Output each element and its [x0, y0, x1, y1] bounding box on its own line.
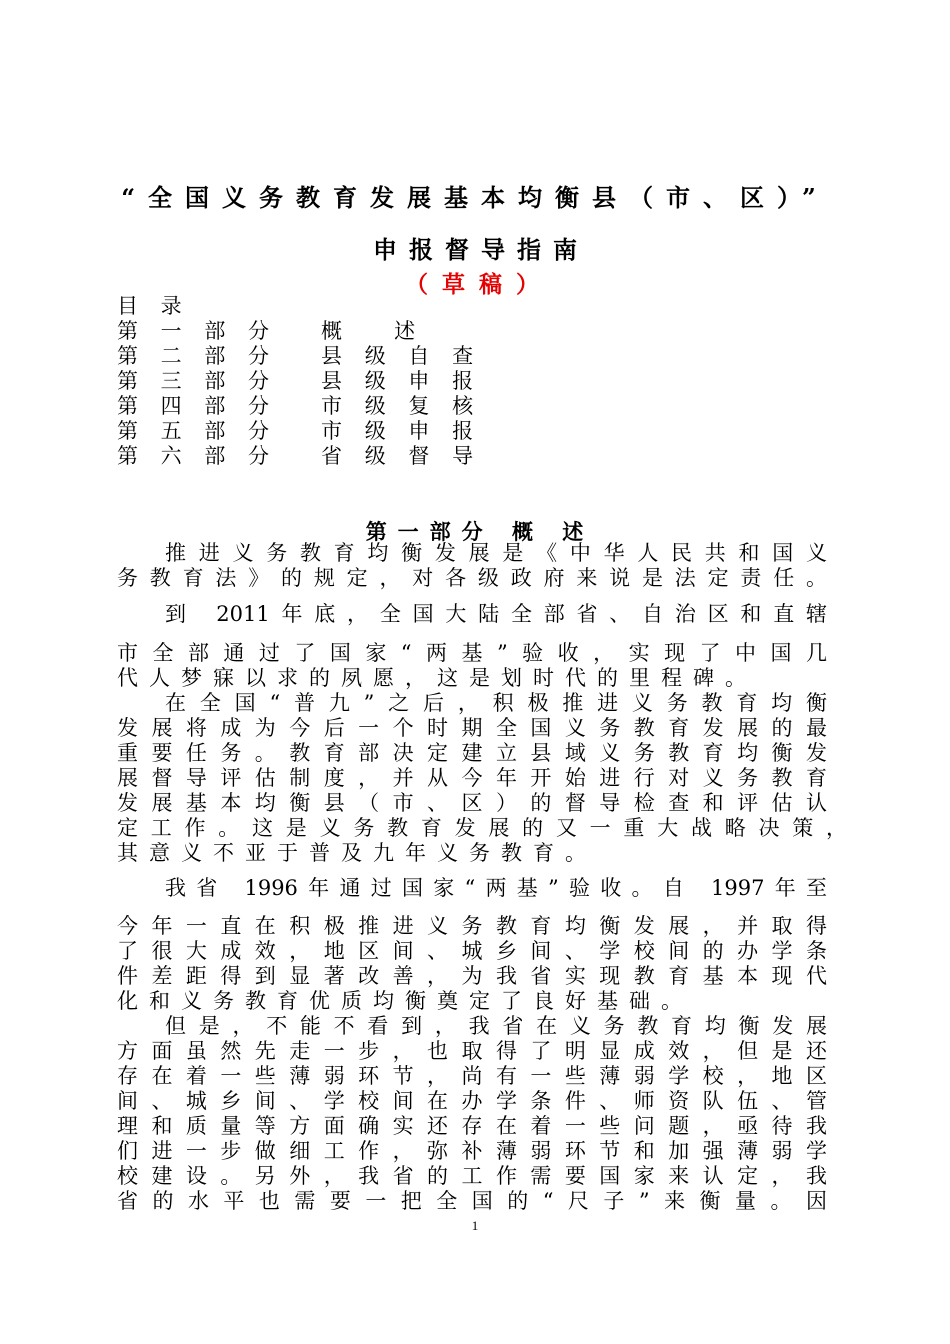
body-line: 校建设。另外，我省的工作需要国家来认定，我: [117, 1164, 827, 1188]
section-title: 第一部分 概 述: [365, 519, 595, 544]
page-number: 1: [471, 1218, 479, 1233]
toc-item: 第 六 部 分 省 级 督 导: [117, 444, 482, 468]
body-line: 省的水平也需要一把全国的“尺子”来衡量。因: [117, 1189, 827, 1213]
body-line: 件差距得到显著改善，为我省实现教育基本现代: [117, 964, 827, 988]
body-line: 但是，不能不看到，我省在义务教育均衡发展: [165, 1014, 827, 1038]
body-line: 展督导评估制度，并从今年开始进行对义务教育: [117, 766, 827, 790]
toc-item: 第 二 部 分 县 级 自 查: [117, 344, 482, 368]
body-line: 今年一直在积极推进义务教育均衡发展，并取得: [117, 914, 827, 938]
body-line: 化和义务教育优质均衡奠定了良好基础。: [117, 989, 693, 1013]
toc-item: 第 四 部 分 市 级 复 核: [117, 394, 482, 418]
body-line: 我省 1996年通过国家“两基”验收。自 1997年至: [165, 876, 827, 900]
body-line: 们进一步做细工作，弥补薄弱环节和加强薄弱学: [117, 1139, 827, 1163]
body-line: 了很大成效，地区间、城乡间、学校间的办学条: [117, 939, 827, 963]
body-line: 方面虽然先走一步，也取得了明显成效，但是还: [117, 1039, 827, 1063]
body-line: 理和质量等方面确实还存在着一些问题，亟待我: [117, 1114, 827, 1138]
body-line: 间、城乡间、学校间在办学条件、师资队伍、管: [117, 1089, 827, 1113]
body-line: 在全国“普九”之后，积极推进义务教育均衡: [165, 691, 827, 715]
toc-item: 第 三 部 分 县 级 申 报: [117, 369, 482, 393]
toc-item: 第 五 部 分 市 级 申 报: [117, 419, 482, 443]
toc-item: 第 一 部 分 概 述: [117, 319, 424, 343]
body-line: 到 2011年底，全国大陆全部省、自治区和直辖: [165, 602, 827, 626]
body-line: 代人梦寐以求的夙愿，这是划时代的里程碑。: [117, 666, 757, 690]
body-line: 发展将成为今后一个时期全国义务教育发展的最: [117, 716, 827, 740]
body-line: 存在着一些薄弱环节，尚有一些薄弱学校，地区: [117, 1064, 827, 1088]
body-line: 发展基本均衡县（市、区）的督导检查和评估认: [117, 791, 827, 815]
table-of-contents: [117, 294, 481, 469]
body-line: 重要任务。教育部决定建立县域义务教育均衡发: [117, 741, 827, 765]
body-line: 推进义务教育均衡发展是《中华人民共和国义: [165, 541, 827, 565]
body-line: 定工作。这是义务教育发展的又一重大战略决策，: [117, 816, 847, 840]
body-line: 市全部通过了国家“两基”验收，实现了中国几: [117, 641, 827, 665]
document-title-line2: 申报督导指南: [373, 235, 589, 264]
body-line: 务教育法》的规定，对各级政府来说是法定责任。: [117, 566, 827, 590]
toc-heading: 目 录: [117, 294, 190, 318]
draft-label: （草稿）: [405, 271, 553, 298]
body-line: 其意义不亚于普及九年义务教育。: [117, 841, 597, 865]
document-title-line1: “全国义务教育发展基本均衡县（市、区）”: [121, 183, 829, 212]
